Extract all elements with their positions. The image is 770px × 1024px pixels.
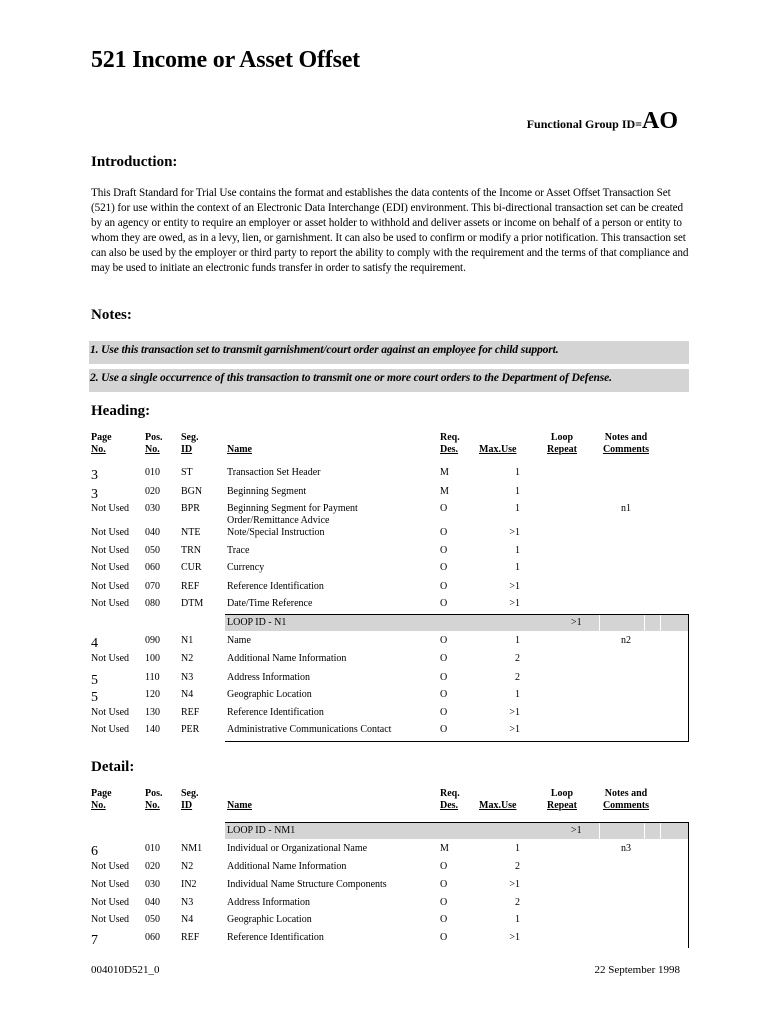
loop-header-divider: [644, 615, 645, 631]
row-name: Geographic Location: [227, 689, 312, 700]
row-page: 6: [91, 844, 98, 859]
row-seg: N4: [181, 689, 194, 700]
row-name: Note/Special Instruction: [227, 527, 325, 538]
row-name: Individual Name Structure Components: [227, 879, 387, 890]
row-name: Trace: [227, 545, 250, 556]
row-max: >1: [509, 724, 520, 735]
row-seg: REF: [181, 581, 200, 592]
row-name: Additional Name Information: [227, 653, 347, 664]
col-seg-label: ID: [181, 800, 193, 811]
row-max: >1: [509, 707, 520, 718]
row-seg: N3: [181, 672, 194, 683]
row-req: M: [440, 843, 449, 854]
row-page: Not Used: [91, 914, 130, 925]
row-seg: DTM: [181, 598, 204, 609]
detail-section-title: Detail:: [91, 759, 135, 775]
row-req: M: [440, 467, 449, 478]
row-pos: 060: [145, 562, 160, 573]
table-row: [0, 843, 770, 859]
row-seg: NTE: [181, 527, 201, 538]
row-page: 3: [91, 468, 98, 483]
row-max: 1: [515, 635, 520, 646]
row-page: Not Used: [91, 598, 130, 609]
col-pos-label: No.: [145, 800, 160, 811]
loop-header-divider: [660, 823, 661, 839]
row-pos: 010: [145, 843, 160, 854]
row-page: 3: [91, 487, 98, 502]
row-name: Reference Identification: [227, 707, 324, 718]
row-pos: 020: [145, 861, 160, 872]
row-pos: 040: [145, 897, 160, 908]
loop-header-divider: [599, 615, 600, 631]
row-req: O: [440, 914, 448, 925]
row-page: 7: [91, 933, 98, 948]
col-page-label: Page: [91, 432, 112, 443]
row-max: 1: [515, 486, 520, 497]
introduction-text: This Draft Standard for Trial Use contains the format and establishes the data contents of the Income or Asset Offset Transaction Set (521) for use within the context of an Electronic Data Interchange (EDI) environment. This bi-directional transaction set can be created by an agency or entity to require an employer or asset holder to withhold and deliver assets or income on behalf of a person or entity to whom they are owed, as in a levy, lien, or garnishment. It can also be used to confirm or modify a prior notification. This transaction set can also be used by the employer or third party to report the ability to comply with the requirement and the terms of that compliance and may be used to initiate an electronic funds transfer in order to satisfy the requirement.: [91, 187, 689, 275]
functional-group-label: Functional Group ID=: [526, 117, 642, 131]
loop-header-nm1: [225, 822, 689, 839]
loop-repeat: >1: [571, 617, 582, 628]
col-page-label: No.: [91, 444, 106, 455]
row-page: Not Used: [91, 861, 130, 872]
table-row: [0, 503, 770, 527]
row-page: 5: [91, 673, 98, 688]
table-row: [0, 932, 770, 948]
row-seg: ST: [181, 467, 193, 478]
row-seg: PER: [181, 724, 200, 735]
row-max: 1: [515, 545, 520, 556]
heading-section-title: Heading:: [91, 403, 151, 419]
row-page: Not Used: [91, 562, 130, 573]
row-req: O: [440, 861, 448, 872]
row-name: Reference Identification: [227, 932, 324, 943]
row-max: 1: [515, 467, 520, 478]
row-req: O: [440, 562, 448, 573]
loop-header-n1: [225, 614, 689, 631]
row-req: O: [440, 635, 448, 646]
row-req: O: [440, 879, 448, 890]
row-notes: n1: [621, 503, 631, 514]
col-req-label: Req.: [440, 788, 460, 799]
col-pos-label: Pos.: [145, 788, 163, 799]
row-page: Not Used: [91, 879, 130, 890]
row-name: Address Information: [227, 897, 311, 908]
col-seg-label: ID: [181, 444, 193, 455]
row-name: Reference Identification: [227, 581, 324, 592]
row-seg: TRN: [181, 545, 201, 556]
row-max: 2: [515, 672, 520, 683]
table-row: [0, 914, 770, 930]
col-loop-label: Repeat: [547, 800, 577, 811]
row-req: O: [440, 545, 448, 556]
row-pos: 100: [145, 653, 160, 664]
row-max: 1: [515, 503, 520, 514]
row-page: Not Used: [91, 653, 130, 664]
loop-header-divider: [660, 615, 661, 631]
col-seg-label: Seg.: [181, 788, 199, 799]
row-page: Not Used: [91, 545, 130, 556]
row-pos: 010: [145, 467, 160, 478]
row-max: 1: [515, 914, 520, 925]
row-notes: n3: [621, 843, 631, 854]
row-seg: BGN: [181, 486, 203, 497]
row-pos: 090: [145, 635, 160, 646]
notes-heading: Notes:: [91, 307, 132, 323]
row-seg: NM1: [181, 843, 203, 854]
row-page: Not Used: [91, 724, 130, 735]
table-row: [0, 467, 770, 483]
row-page: Not Used: [91, 707, 130, 718]
row-pos: 020: [145, 486, 160, 497]
row-max: 2: [515, 897, 520, 908]
row-name: Administrative Communications Contact: [227, 724, 392, 735]
col-seg-label: Seg.: [181, 432, 199, 443]
row-pos: 130: [145, 707, 160, 718]
row-req: O: [440, 503, 448, 514]
table-row: [0, 724, 770, 740]
row-seg: REF: [181, 707, 200, 718]
table-row: [0, 562, 770, 578]
row-page: Not Used: [91, 503, 130, 514]
col-pos-label: Pos.: [145, 432, 163, 443]
table-row: [0, 879, 770, 895]
row-pos: 080: [145, 598, 160, 609]
row-req: O: [440, 707, 448, 718]
col-page-label: No.: [91, 800, 106, 811]
table-row: [0, 581, 770, 597]
row-page: 4: [91, 636, 98, 651]
row-pos: 030: [145, 879, 160, 890]
document-title: 521 Income or Asset Offset: [91, 47, 360, 73]
col-notes-label: Comments: [602, 800, 650, 811]
row-max: >1: [509, 879, 520, 890]
row-seg: REF: [181, 932, 200, 943]
col-max-label: Max.Use: [479, 800, 517, 811]
col-name-label: Name: [227, 800, 252, 811]
table-row: [0, 527, 770, 543]
row-req: O: [440, 672, 448, 683]
row-name: Name: [227, 635, 251, 646]
row-max: 2: [515, 861, 520, 872]
row-name: Address Information: [227, 672, 311, 683]
footer-document-id: 004010D521_0: [91, 964, 160, 976]
row-req: O: [440, 653, 448, 664]
col-notes-label: Notes and: [604, 432, 648, 443]
loop-header-divider: [599, 823, 600, 839]
loop-header-divider: [644, 823, 645, 839]
row-pos: 040: [145, 527, 160, 538]
row-seg: N1: [181, 635, 194, 646]
col-notes-label: Notes and: [604, 788, 648, 799]
row-req: O: [440, 598, 448, 609]
table-column-headers: [0, 432, 770, 458]
row-max: 1: [515, 562, 520, 573]
row-pos: 110: [145, 672, 160, 683]
row-seg: IN2: [181, 879, 197, 890]
row-page: 5: [91, 690, 98, 705]
table-row: [0, 861, 770, 877]
footer-date: 22 September 1998: [594, 964, 680, 976]
row-seg: N4: [181, 914, 194, 925]
col-req-label: Des.: [440, 444, 459, 455]
row-seg: CUR: [181, 562, 202, 573]
row-req: O: [440, 897, 448, 908]
col-notes-label: Comments: [602, 444, 650, 455]
introduction-heading: Introduction:: [91, 154, 178, 170]
row-pos: 050: [145, 914, 160, 925]
row-pos: 120: [145, 689, 160, 700]
row-name: Transaction Set Header: [227, 467, 321, 478]
row-pos: 030: [145, 503, 160, 514]
row-req: O: [440, 724, 448, 735]
table-row: [0, 672, 770, 688]
row-req: M: [440, 486, 449, 497]
col-loop-label: Repeat: [547, 444, 577, 455]
row-pos: 070: [145, 581, 160, 592]
loop-id: LOOP ID - NM1: [227, 825, 296, 836]
loop-bracket-bottom-n1: [225, 741, 689, 742]
row-name: Individual or Organizational Name: [227, 843, 368, 854]
col-name-label: Name: [227, 444, 252, 455]
table-row: [0, 653, 770, 669]
loop-repeat: >1: [571, 825, 582, 836]
note-item: 2. Use a single occurrence of this transaction to transmit one or more court orders to the Department of Defense.: [89, 369, 689, 392]
row-name: Date/Time Reference: [227, 598, 313, 609]
col-page-label: Page: [91, 788, 112, 799]
table-column-headers: [0, 788, 770, 814]
row-name: Beginning Segment: [227, 486, 307, 497]
table-row: [0, 545, 770, 561]
row-seg: N2: [181, 653, 194, 664]
table-row: [0, 689, 770, 705]
table-row: [0, 486, 770, 502]
row-max: >1: [509, 598, 520, 609]
functional-group-id: [527, 108, 678, 135]
table-row: [0, 598, 770, 614]
row-req: O: [440, 932, 448, 943]
row-max: >1: [509, 581, 520, 592]
row-max: >1: [509, 527, 520, 538]
row-notes: n2: [621, 635, 631, 646]
row-page: Not Used: [91, 581, 130, 592]
col-max-label: Max.Use: [479, 444, 517, 455]
table-row: [0, 707, 770, 723]
loop-id: LOOP ID - N1: [227, 617, 287, 628]
row-page: Not Used: [91, 527, 130, 538]
row-pos: 050: [145, 545, 160, 556]
row-name: Currency: [227, 562, 265, 573]
row-req: O: [440, 527, 448, 538]
row-seg: N2: [181, 861, 194, 872]
col-loop-label: Loop: [550, 788, 574, 799]
row-req: O: [440, 689, 448, 700]
row-max: 1: [515, 843, 520, 854]
row-pos: 060: [145, 932, 160, 943]
col-req-label: Req.: [440, 432, 460, 443]
note-item: 1. Use this transaction set to transmit garnishment/court order against an employee for child support.: [89, 341, 689, 364]
row-page: Not Used: [91, 897, 130, 908]
table-row: [0, 897, 770, 913]
row-max: 2: [515, 653, 520, 664]
col-req-label: Des.: [440, 800, 459, 811]
row-seg: BPR: [181, 503, 200, 514]
col-pos-label: No.: [145, 444, 160, 455]
row-seg: N3: [181, 897, 194, 908]
col-loop-label: Loop: [550, 432, 574, 443]
row-max: 1: [515, 689, 520, 700]
row-pos: 140: [145, 724, 160, 735]
row-req: O: [440, 581, 448, 592]
row-name-continued: Order/Remittance Advice: [227, 515, 330, 526]
row-name: Additional Name Information: [227, 861, 347, 872]
functional-group-value: AO: [642, 108, 678, 134]
row-max: >1: [509, 932, 520, 943]
row-name: Geographic Location: [227, 914, 312, 925]
row-name: Beginning Segment for Payment: [227, 503, 358, 514]
table-row: [0, 635, 770, 651]
